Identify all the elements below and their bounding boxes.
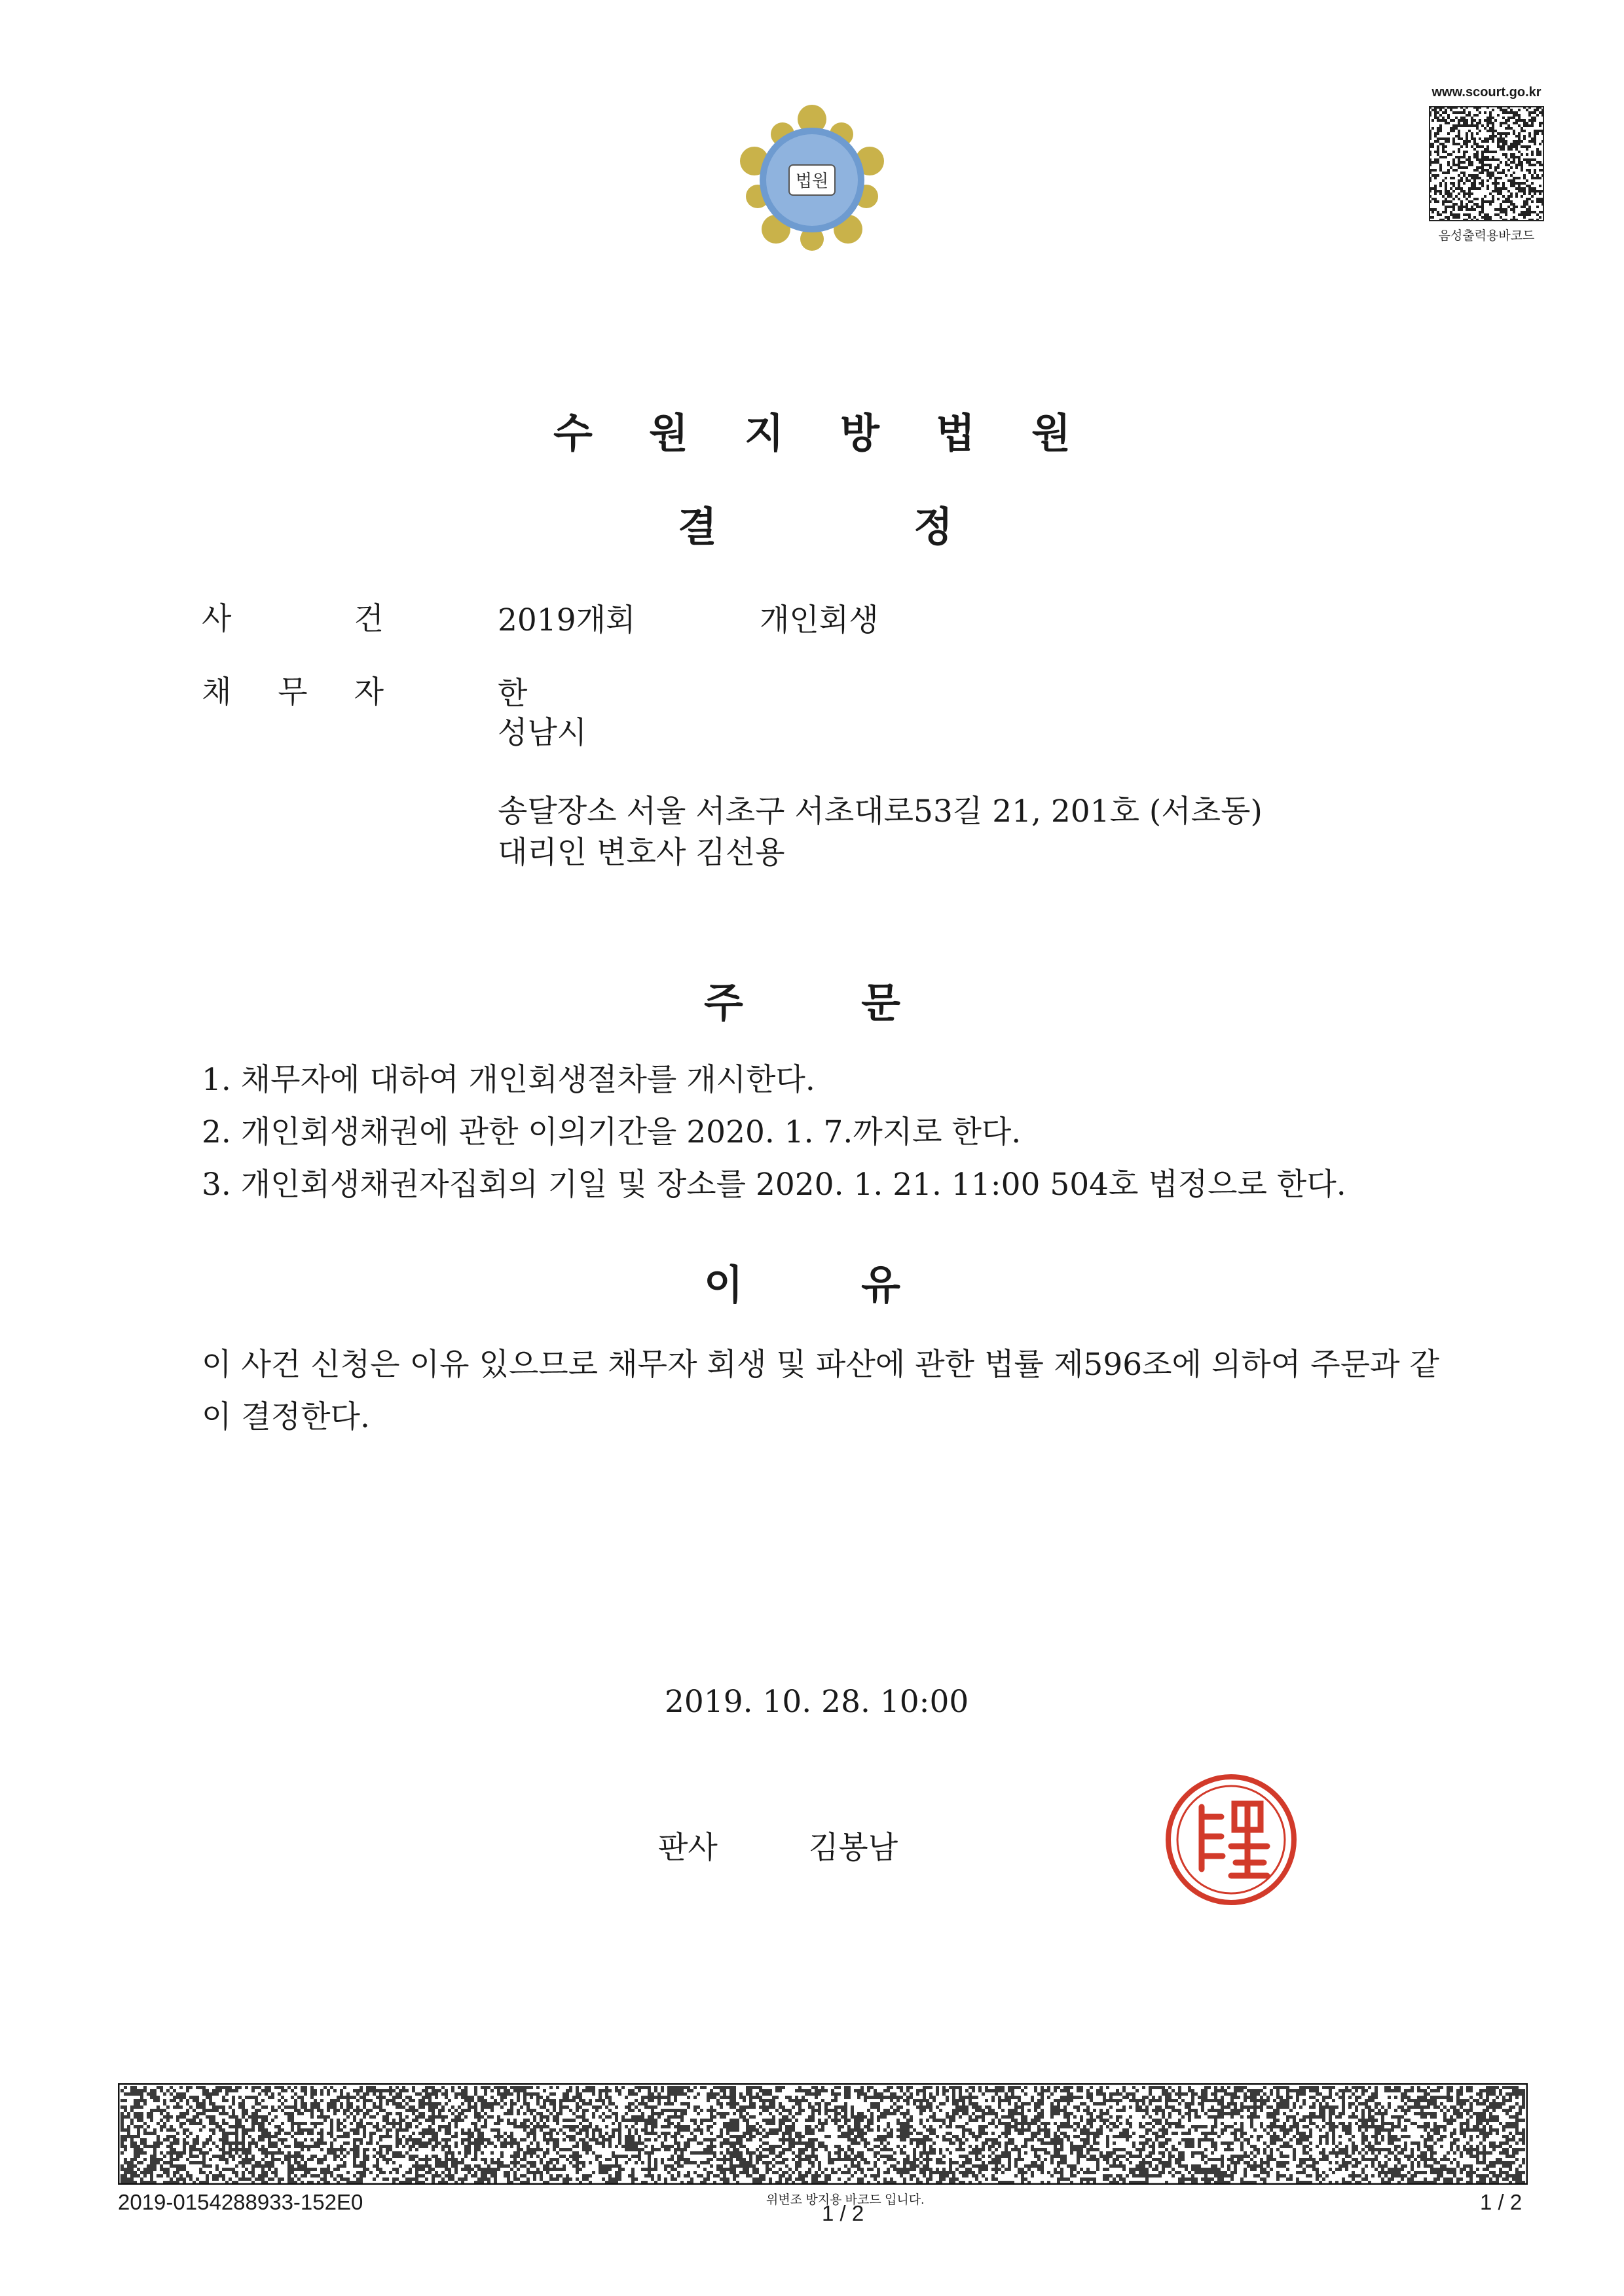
document-title: 결 정 — [678, 503, 953, 551]
decision-date: 2019. 10. 28. 10:00 — [665, 1684, 969, 1720]
case-number: 2019개회 — [498, 602, 636, 638]
emblem-text: 법원 — [795, 172, 829, 191]
delivery-address: 송달장소 서울 서초구 서초대로53길 21, 201호 (서초동) — [498, 793, 1263, 829]
anti-forgery-barcode — [118, 2083, 1528, 2185]
reason-heading: 이 유 — [704, 1261, 900, 1309]
order-heading: 주 문 — [704, 979, 900, 1027]
court-emblem — [737, 105, 887, 255]
order-item: 2. 개인회생채권에 관한 이의기간을 2020. 1. 7.까지로 한다. — [202, 1114, 1022, 1150]
qr-caption: 음성출력용바코드 — [1438, 229, 1535, 243]
court-name: 수 원 지 방 법 원 — [553, 409, 1071, 457]
judge-seal — [1162, 1771, 1300, 1908]
debtor-city: 성남시 — [498, 715, 587, 751]
barcode-note: 위변조 방지용 바코드 입니다. — [766, 2193, 925, 2207]
order-item: 1. 채무자에 대하여 개인회생절차를 개시한다. — [202, 1062, 815, 1098]
page-number-center: 1 / 2 — [822, 2201, 864, 2225]
qr-url: www.scourt.go.kr — [1431, 85, 1541, 100]
reason-text: 이 사건 신청은 이유 있으므로 채무자 회생 및 파산에 관한 법률 제596조에 의하여 주문과 같이 결정한다. — [202, 1347, 1439, 1435]
judge-title: 판사 — [658, 1830, 718, 1866]
case-name: 개인회생 — [760, 602, 879, 638]
legal-agent: 대리인 변호사 김선용 — [498, 835, 785, 871]
case-label: 사 건 — [202, 601, 384, 637]
order-item: 3. 개인회생채권자집회의 기일 및 장소를 2020. 1. 21. 11:00 504호 법정으로 한다. — [202, 1167, 1346, 1203]
page-number-right: 1 / 2 — [1480, 2190, 1522, 2214]
voice-barcode — [1429, 106, 1544, 221]
document-id: 2019-0154288933-152E0 — [118, 2190, 363, 2214]
judge-name: 김봉남 — [809, 1830, 898, 1866]
debtor-name: 한 — [498, 676, 528, 712]
debtor-label: 채 무 자 — [202, 674, 384, 710]
